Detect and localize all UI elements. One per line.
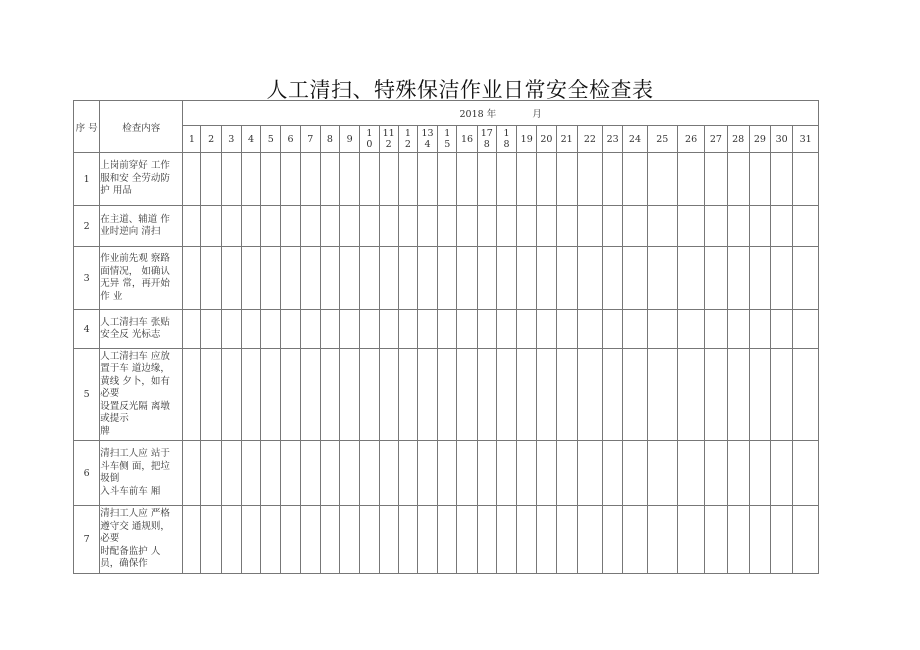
check-cell[interactable]: [221, 441, 241, 506]
check-cell[interactable]: [793, 506, 819, 574]
check-cell[interactable]: [281, 153, 300, 206]
check-item-text: [100, 206, 183, 247]
check-cell[interactable]: [496, 206, 516, 247]
check-cell[interactable]: [241, 506, 260, 574]
day-header-cell: 20: [537, 126, 556, 153]
check-cell[interactable]: [556, 441, 577, 506]
check-cell[interactable]: [727, 441, 749, 506]
check-cell[interactable]: [623, 506, 647, 574]
check-cell[interactable]: [705, 506, 727, 574]
check-cell[interactable]: [647, 153, 677, 206]
check-cell[interactable]: [577, 441, 602, 506]
check-cell[interactable]: [221, 506, 241, 574]
check-cell[interactable]: [261, 153, 281, 206]
check-cell[interactable]: [438, 506, 457, 574]
check-item-line: 设置反光隔 离墩: [100, 400, 170, 412]
check-cell[interactable]: [517, 206, 537, 247]
check-cell[interactable]: [477, 441, 496, 506]
check-cell[interactable]: [201, 310, 221, 349]
check-cell[interactable]: [749, 206, 770, 247]
row-number: 2: [74, 206, 100, 247]
check-cell[interactable]: [677, 206, 704, 247]
check-cell[interactable]: [623, 441, 647, 506]
check-cell[interactable]: [438, 441, 457, 506]
check-cell[interactable]: [477, 247, 496, 310]
check-cell[interactable]: [360, 441, 379, 506]
check-cell[interactable]: [241, 349, 260, 441]
content-header: 检查内容: [100, 101, 183, 153]
check-item-line: 作 业: [100, 290, 123, 302]
check-cell[interactable]: [281, 349, 300, 441]
day-header-cell: 1 8: [496, 126, 516, 153]
check-cell[interactable]: [379, 349, 398, 441]
check-cell[interactable]: [517, 506, 537, 574]
check-cell[interactable]: [556, 349, 577, 441]
check-cell[interactable]: [417, 441, 437, 506]
check-item-line: 必要: [100, 388, 120, 400]
check-cell[interactable]: [705, 310, 727, 349]
check-cell[interactable]: [457, 310, 477, 349]
row-number: 7: [74, 506, 100, 574]
check-cell[interactable]: [577, 247, 602, 310]
check-cell[interactable]: [417, 506, 437, 574]
check-cell[interactable]: [603, 506, 623, 574]
check-cell[interactable]: [281, 247, 300, 310]
check-cell[interactable]: [300, 153, 320, 206]
check-cell[interactable]: [320, 310, 339, 349]
table-row: [74, 153, 819, 206]
check-item-text: [100, 441, 183, 506]
check-cell[interactable]: [749, 153, 770, 206]
check-item-line: 时配备监护 人: [100, 545, 161, 557]
check-cell[interactable]: [398, 247, 417, 310]
check-item-line: 服和安 全劳动防: [100, 172, 170, 184]
check-item-line: 或提示: [100, 413, 129, 425]
check-cell[interactable]: [183, 506, 201, 574]
check-cell[interactable]: [241, 206, 260, 247]
row-number: 3: [74, 247, 100, 310]
check-cell[interactable]: [603, 441, 623, 506]
check-item-text: [100, 247, 183, 310]
check-item-line: 黄线 夕卜，如有: [100, 375, 170, 387]
check-cell[interactable]: [770, 247, 792, 310]
row-number: 4: [74, 310, 100, 349]
check-item-line: 安全反 光标志: [100, 329, 161, 340]
check-cell[interactable]: [770, 349, 792, 441]
check-cell[interactable]: [201, 506, 221, 574]
check-cell[interactable]: [398, 153, 417, 206]
day-header-cell: 21: [556, 126, 577, 153]
check-cell[interactable]: [623, 206, 647, 247]
day-header-cell: 2: [201, 126, 221, 153]
check-cell[interactable]: [477, 506, 496, 574]
day-header-cell: 16: [457, 126, 477, 153]
check-cell[interactable]: [705, 206, 727, 247]
check-cell[interactable]: [281, 506, 300, 574]
check-item-line: 遵守交 通规则，: [100, 520, 170, 532]
check-cell[interactable]: [517, 247, 537, 310]
day-header-cell: 4: [241, 126, 260, 153]
seq-header: 序 号: [74, 101, 100, 153]
check-cell[interactable]: [556, 506, 577, 574]
check-cell[interactable]: [457, 153, 477, 206]
check-cell[interactable]: [300, 206, 320, 247]
check-cell[interactable]: [221, 310, 241, 349]
check-cell[interactable]: [705, 349, 727, 441]
check-cell[interactable]: [537, 153, 556, 206]
check-cell[interactable]: [340, 206, 360, 247]
day-header-cell: 29: [749, 126, 770, 153]
check-cell[interactable]: [603, 153, 623, 206]
day-header-cell: 26: [677, 126, 704, 153]
check-cell[interactable]: [438, 349, 457, 441]
check-cell[interactable]: [577, 206, 602, 247]
check-cell[interactable]: [537, 349, 556, 441]
check-cell[interactable]: [477, 206, 496, 247]
check-cell[interactable]: [379, 206, 398, 247]
check-cell[interactable]: [477, 153, 496, 206]
check-cell[interactable]: [438, 206, 457, 247]
check-cell[interactable]: [537, 441, 556, 506]
check-cell[interactable]: [360, 506, 379, 574]
check-cell[interactable]: [603, 206, 623, 247]
check-cell[interactable]: [438, 247, 457, 310]
table-row: [74, 206, 819, 247]
check-cell[interactable]: [300, 310, 320, 349]
day-header-cell: 11 2: [379, 126, 398, 153]
check-cell[interactable]: [727, 310, 749, 349]
header-row-year: [74, 101, 819, 126]
check-item-line: 护 用品: [100, 185, 132, 197]
check-cell[interactable]: [537, 206, 556, 247]
check-cell[interactable]: [517, 310, 537, 349]
check-cell[interactable]: [221, 247, 241, 310]
check-cell[interactable]: [647, 441, 677, 506]
row-number: 1: [74, 153, 100, 206]
check-cell[interactable]: [360, 206, 379, 247]
check-cell[interactable]: [603, 247, 623, 310]
check-cell[interactable]: [261, 349, 281, 441]
check-cell[interactable]: [241, 247, 260, 310]
check-cell[interactable]: [457, 441, 477, 506]
check-cell[interactable]: [221, 153, 241, 206]
check-cell[interactable]: [770, 441, 792, 506]
check-item-text: [100, 310, 183, 349]
day-header-cell: 31: [793, 126, 819, 153]
check-item-line: 面情况， 如确认: [100, 265, 170, 277]
check-cell[interactable]: [496, 310, 516, 349]
check-cell[interactable]: [241, 441, 260, 506]
check-cell[interactable]: [417, 206, 437, 247]
check-cell[interactable]: [749, 247, 770, 310]
month-label: 月: [532, 109, 542, 120]
check-cell[interactable]: [496, 441, 516, 506]
check-cell[interactable]: [727, 506, 749, 574]
day-header-cell: 9: [340, 126, 360, 153]
check-cell[interactable]: [647, 206, 677, 247]
check-cell[interactable]: [281, 206, 300, 247]
check-cell[interactable]: [261, 206, 281, 247]
check-cell[interactable]: [201, 153, 221, 206]
check-cell[interactable]: [281, 441, 300, 506]
check-cell[interactable]: [183, 349, 201, 441]
check-cell[interactable]: [183, 310, 201, 349]
check-cell[interactable]: [340, 153, 360, 206]
check-cell[interactable]: [727, 206, 749, 247]
check-cell[interactable]: [770, 310, 792, 349]
check-cell[interactable]: [241, 153, 260, 206]
check-cell[interactable]: [603, 310, 623, 349]
check-cell[interactable]: [398, 506, 417, 574]
check-cell[interactable]: [379, 310, 398, 349]
check-cell[interactable]: [340, 441, 360, 506]
check-cell[interactable]: [727, 349, 749, 441]
check-cell[interactable]: [705, 441, 727, 506]
check-item-line: 清扫工人应 严格: [100, 508, 170, 520]
check-cell[interactable]: [300, 247, 320, 310]
check-cell[interactable]: [647, 349, 677, 441]
day-header-cell: 1 5: [438, 126, 457, 153]
check-cell[interactable]: [793, 349, 819, 441]
check-cell[interactable]: [261, 506, 281, 574]
check-cell[interactable]: [300, 349, 320, 441]
day-header-cell: 24: [623, 126, 647, 153]
check-cell[interactable]: [320, 247, 339, 310]
check-cell[interactable]: [340, 506, 360, 574]
day-header-cell: 30: [770, 126, 792, 153]
check-cell[interactable]: [379, 153, 398, 206]
check-cell[interactable]: [647, 506, 677, 574]
check-cell[interactable]: [556, 206, 577, 247]
day-header-cell: 1 0: [360, 126, 379, 153]
check-cell[interactable]: [577, 153, 602, 206]
table-row: [74, 247, 819, 310]
check-cell[interactable]: [379, 506, 398, 574]
check-cell[interactable]: [360, 310, 379, 349]
check-cell[interactable]: [496, 349, 516, 441]
header-row-days: [74, 126, 819, 153]
check-cell[interactable]: [201, 441, 221, 506]
day-header-cell: 1: [183, 126, 201, 153]
check-cell[interactable]: [438, 310, 457, 349]
check-item-line: 作业前先观 察路: [100, 253, 170, 264]
inspection-table: [73, 100, 819, 574]
check-item-line: 清扫工人应 站于: [100, 448, 170, 459]
check-cell[interactable]: [340, 310, 360, 349]
day-header-cell: 27: [705, 126, 727, 153]
check-item-line: 员，确保作: [100, 558, 148, 570]
day-header-cell: 25: [647, 126, 677, 153]
check-cell[interactable]: [556, 247, 577, 310]
check-cell[interactable]: [537, 247, 556, 310]
check-cell[interactable]: [537, 310, 556, 349]
check-cell[interactable]: [241, 310, 260, 349]
year-month-header: [183, 101, 819, 126]
check-item-line: 人工清扫车 张贴: [100, 316, 170, 328]
check-cell[interactable]: [201, 206, 221, 247]
check-cell[interactable]: [379, 441, 398, 506]
check-item-line: 必要: [100, 533, 120, 545]
check-cell[interactable]: [577, 310, 602, 349]
check-cell[interactable]: [517, 349, 537, 441]
check-cell[interactable]: [261, 247, 281, 310]
page-title: 人工清扫、特殊保洁作业日常安全检查表: [266, 78, 654, 102]
check-cell[interactable]: [677, 310, 704, 349]
check-cell[interactable]: [398, 349, 417, 441]
check-cell[interactable]: [623, 247, 647, 310]
check-cell[interactable]: [537, 506, 556, 574]
check-cell[interactable]: [221, 206, 241, 247]
check-cell[interactable]: [438, 153, 457, 206]
check-item-line: 斗车侧 面，把垃: [100, 460, 170, 472]
check-cell[interactable]: [517, 441, 537, 506]
check-cell[interactable]: [183, 247, 201, 310]
check-cell[interactable]: [320, 441, 339, 506]
check-cell[interactable]: [793, 247, 819, 310]
check-cell[interactable]: [749, 310, 770, 349]
check-cell[interactable]: [417, 349, 437, 441]
check-cell[interactable]: [320, 206, 339, 247]
day-header-cell: 1 2: [398, 126, 417, 153]
check-cell[interactable]: [677, 349, 704, 441]
check-cell[interactable]: [623, 310, 647, 349]
check-cell[interactable]: [360, 153, 379, 206]
check-cell[interactable]: [183, 153, 201, 206]
check-cell[interactable]: [281, 310, 300, 349]
table-row: [74, 441, 819, 506]
check-item-text: [100, 153, 183, 206]
day-header-cell: 17 8: [477, 126, 496, 153]
check-cell[interactable]: [556, 153, 577, 206]
row-number: 5: [74, 349, 100, 441]
check-cell[interactable]: [577, 506, 602, 574]
check-cell[interactable]: [647, 247, 677, 310]
check-cell[interactable]: [261, 441, 281, 506]
check-cell[interactable]: [705, 153, 727, 206]
check-cell[interactable]: [300, 506, 320, 574]
day-header-cell: 13 4: [417, 126, 437, 153]
check-cell[interactable]: [417, 247, 437, 310]
check-cell[interactable]: [577, 349, 602, 441]
check-cell[interactable]: [457, 349, 477, 441]
check-cell[interactable]: [496, 506, 516, 574]
check-cell[interactable]: [623, 349, 647, 441]
check-cell[interactable]: [477, 349, 496, 441]
check-cell[interactable]: [417, 310, 437, 349]
check-cell[interactable]: [340, 349, 360, 441]
check-cell[interactable]: [517, 153, 537, 206]
check-cell[interactable]: [261, 310, 281, 349]
check-cell[interactable]: [749, 506, 770, 574]
day-header-cell: 6: [281, 126, 300, 153]
check-cell[interactable]: [221, 349, 241, 441]
day-header-cell: 28: [727, 126, 749, 153]
check-item-text: [100, 349, 183, 441]
check-item-line: 上岗前穿好 工作: [100, 160, 170, 172]
year-label: 2018 年: [459, 109, 497, 120]
check-cell[interactable]: [360, 349, 379, 441]
check-cell[interactable]: [457, 506, 477, 574]
check-cell[interactable]: [457, 247, 477, 310]
check-cell[interactable]: [677, 153, 704, 206]
check-cell[interactable]: [457, 206, 477, 247]
check-cell[interactable]: [556, 310, 577, 349]
check-cell[interactable]: [749, 441, 770, 506]
check-cell[interactable]: [320, 153, 339, 206]
day-header-cell: 8: [320, 126, 339, 153]
check-cell[interactable]: [300, 441, 320, 506]
check-cell[interactable]: [770, 153, 792, 206]
check-cell[interactable]: [340, 247, 360, 310]
day-header-cell: 22: [577, 126, 602, 153]
check-cell[interactable]: [623, 153, 647, 206]
check-item-line: 入斗车前车 厢: [100, 485, 161, 497]
check-cell[interactable]: [201, 247, 221, 310]
check-item-line: 业时逆向 清扫: [100, 226, 161, 237]
check-cell[interactable]: [749, 349, 770, 441]
check-cell[interactable]: [677, 247, 704, 310]
check-cell[interactable]: [417, 153, 437, 206]
check-cell[interactable]: [183, 206, 201, 247]
check-cell[interactable]: [398, 206, 417, 247]
table-row: [74, 349, 819, 441]
check-cell[interactable]: [603, 349, 623, 441]
check-cell[interactable]: [705, 247, 727, 310]
check-cell[interactable]: [379, 247, 398, 310]
check-cell[interactable]: [677, 441, 704, 506]
day-header-cell: 19: [517, 126, 537, 153]
check-cell[interactable]: [320, 349, 339, 441]
check-cell[interactable]: [398, 441, 417, 506]
check-cell[interactable]: [183, 441, 201, 506]
check-item-line: 在主道、辅道 作: [100, 213, 170, 225]
check-cell[interactable]: [496, 247, 516, 310]
check-cell[interactable]: [727, 247, 749, 310]
check-cell[interactable]: [647, 310, 677, 349]
check-item-text: [100, 506, 183, 574]
table-row: [74, 506, 819, 574]
check-cell[interactable]: [793, 206, 819, 247]
check-cell[interactable]: [320, 506, 339, 574]
check-cell[interactable]: [770, 206, 792, 247]
check-cell[interactable]: [201, 349, 221, 441]
check-item-line: 无异 常，再开始: [100, 278, 170, 289]
check-cell[interactable]: [793, 310, 819, 349]
check-cell[interactable]: [398, 310, 417, 349]
check-item-line: 置于车 道边缘，: [100, 363, 170, 375]
check-item-line: 牌: [100, 425, 110, 437]
day-header-cell: 7: [300, 126, 320, 153]
day-header-cell: 23: [603, 126, 623, 153]
check-cell[interactable]: [677, 506, 704, 574]
check-cell[interactable]: [477, 310, 496, 349]
check-cell[interactable]: [496, 153, 516, 206]
check-cell[interactable]: [793, 441, 819, 506]
table-row: [74, 310, 819, 349]
day-header-cell: 3: [221, 126, 241, 153]
check-item-line: 圾倒: [100, 473, 120, 484]
check-item-line: 人工清扫车 应放: [100, 350, 170, 362]
check-cell[interactable]: [727, 153, 749, 206]
day-header-cell: 5: [261, 126, 281, 153]
row-number: 6: [74, 441, 100, 506]
check-cell[interactable]: [770, 506, 792, 574]
check-cell[interactable]: [360, 247, 379, 310]
check-cell[interactable]: [793, 153, 819, 206]
